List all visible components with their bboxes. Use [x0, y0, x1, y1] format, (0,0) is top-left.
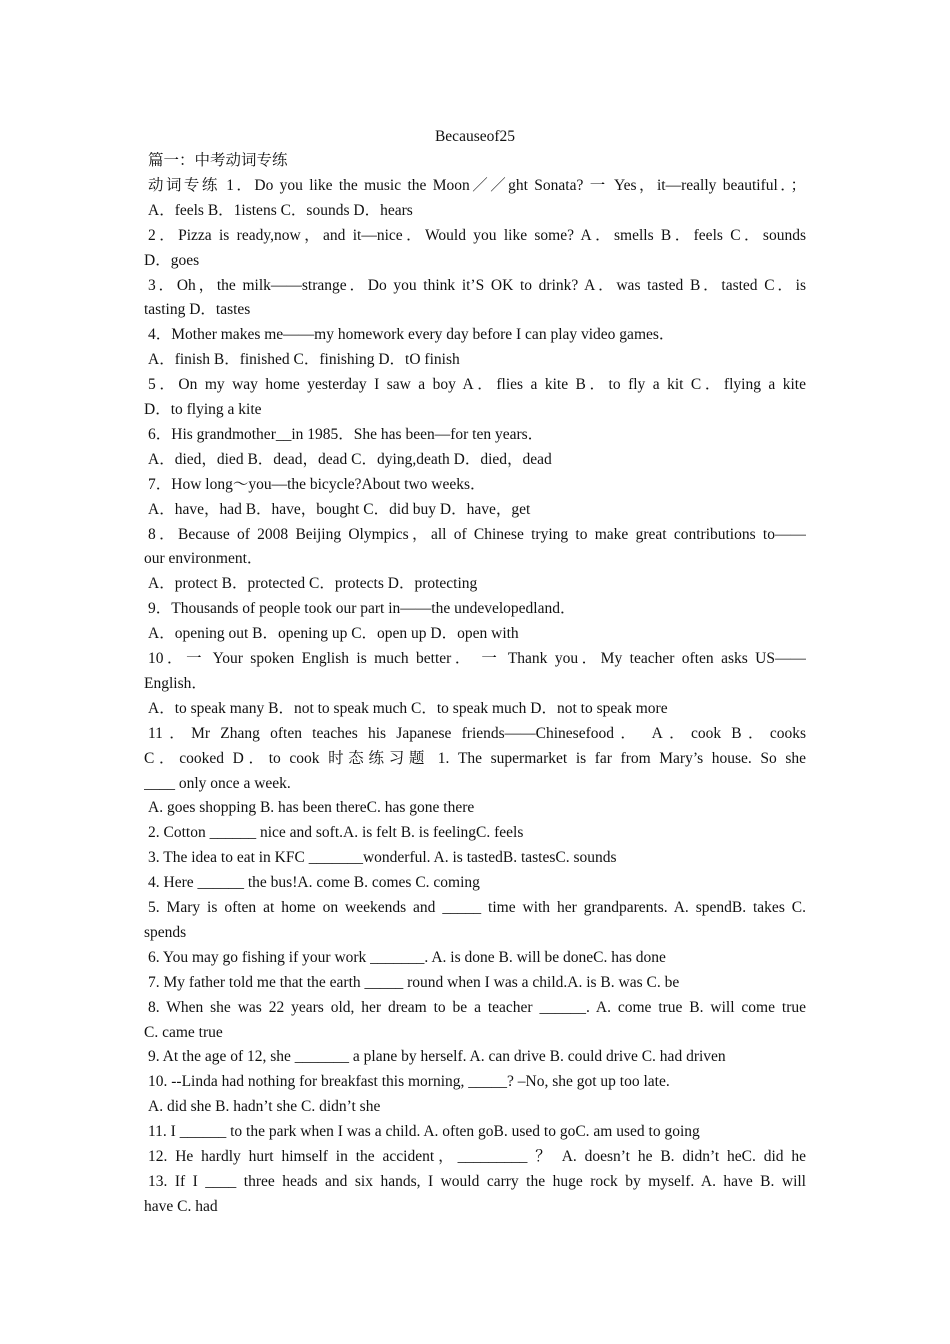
text-line: A．protect B．protected C．protects D．protecting [148, 575, 478, 593]
text-line: ____ only once a week. [144, 774, 291, 792]
text-line: 7．How long～you—the bicycle?About two weeks． [148, 475, 486, 493]
text-line: 2．Pizza is ready,now，and it—nice．Would you like some? A．smells B．feels C．sounds [148, 226, 806, 244]
text-line: have C. had [144, 1197, 218, 1215]
text-line: C．cooked D．to cook 时态练习题 1. The supermarket is far from Mary’s house. So she [144, 749, 806, 767]
text-line: 9．Thousands of people took our part in——the undevelopedland． [148, 600, 576, 618]
document-title: Becauseof25 [434, 128, 516, 145]
text-line: 9. At the age of 12, she _______ a plane by herself. A. can drive B. could drive C. had driven [148, 1048, 726, 1066]
text-line: 动词专练 1．Do you like the music the Moon／／ght Sonata? 一 Yes，it—really beautiful．； [148, 176, 806, 194]
text-line: spends [144, 923, 187, 941]
text-line: 11．Mr Zhang often teaches his Japanese friends——Chinesefood． A．cook B．cooks [148, 724, 806, 742]
text-line: 11. I ______ to the park when I was a child. A. often goB. used to goC. am used to going [148, 1123, 700, 1141]
text-line: A．opening out B．opening up C．open up D．open with [148, 625, 519, 643]
text-line: D．to flying a kite [144, 401, 262, 418]
text-line: A. did she B. hadn’t she C. didn’t she [148, 1098, 381, 1116]
text-line: 13. If I ____ three heads and six hands, I would carry the huge rock by myself. A. have B. will [148, 1172, 806, 1190]
text-line: 4．Mother makes me——my homework every day before I can play video games． [148, 326, 675, 344]
text-line: A．died，died B．dead，dead C．dying,death D．died，dead [148, 450, 552, 468]
text-line: 8. When she was 22 years old, her dream to be a teacher ______. A. come true B. will come true [148, 998, 806, 1016]
text-line: A．finish B．finished C．finishing D．tO finish [148, 351, 460, 369]
text-line: our environment． [144, 550, 263, 568]
text-line: 10. --Linda had nothing for breakfast this morning, _____? –No, she got up too late. [148, 1073, 670, 1091]
text-line: 3．Oh，the milk——strange．Do you think it’S OK to drink? A．was tasted B．tasted C．is [148, 276, 806, 294]
text-line: 12. He hardly hurt himself in the accident，_________ ？ A. doesn’t he B. didn’t heC. did he [148, 1148, 806, 1166]
text-line: 6. You may go fishing if your work _______. A. is done B. will be doneC. has done [148, 948, 666, 966]
text-line: 3. The idea to eat in KFC _______wonderful. A. is tastedB. tastesC. sounds [148, 849, 617, 867]
text-line: 10．一 Your spoken English is much better． 一 Thank you．My teacher often asks US—— [148, 650, 806, 668]
text-line: 5．On my way home yesterday I saw a boy A．flies a kite B．to fly a kit C．flying a kite [148, 376, 806, 394]
document-body [144, 149, 806, 1220]
text-line: 8．Because of 2008 Beijing Olympics，all of Chinese trying to make great contributions to—— [148, 525, 806, 543]
text-line: English． [144, 674, 207, 692]
text-line: D．goes [144, 251, 200, 269]
text-line: tasting D．tastes [144, 301, 251, 319]
text-line: 5. Mary is often at home on weekends and _____ time with her grandparents. A. spendB. takes C. [148, 899, 806, 917]
text-line: 6．His grandmother__in 1985．She has been—for ten years． [148, 425, 544, 443]
text-line: 4. Here ______ the bus!A. come B. comes C. coming [148, 874, 480, 892]
text-line: A．to speak many B．not to speak much C．to speak much D．not to speak more [148, 699, 668, 717]
text-line: C. came true [144, 1023, 223, 1041]
text-line: 7. My father told me that the earth _____ round when I was a child.A. is B. was C. be [148, 973, 680, 991]
text-line: 2. Cotton ______ nice and soft.A. is felt B. is feelingC. feels [148, 824, 524, 842]
text-line: A. goes shopping B. has been thereC. has gone there [148, 799, 475, 817]
text-line: A．have，had B．have，bought C．did buy D．have，get [148, 500, 531, 518]
text-line: A．feels B．1istens C．sounds D．hears [148, 201, 413, 219]
section-heading: 篇一：中考动词专练 [148, 152, 288, 169]
